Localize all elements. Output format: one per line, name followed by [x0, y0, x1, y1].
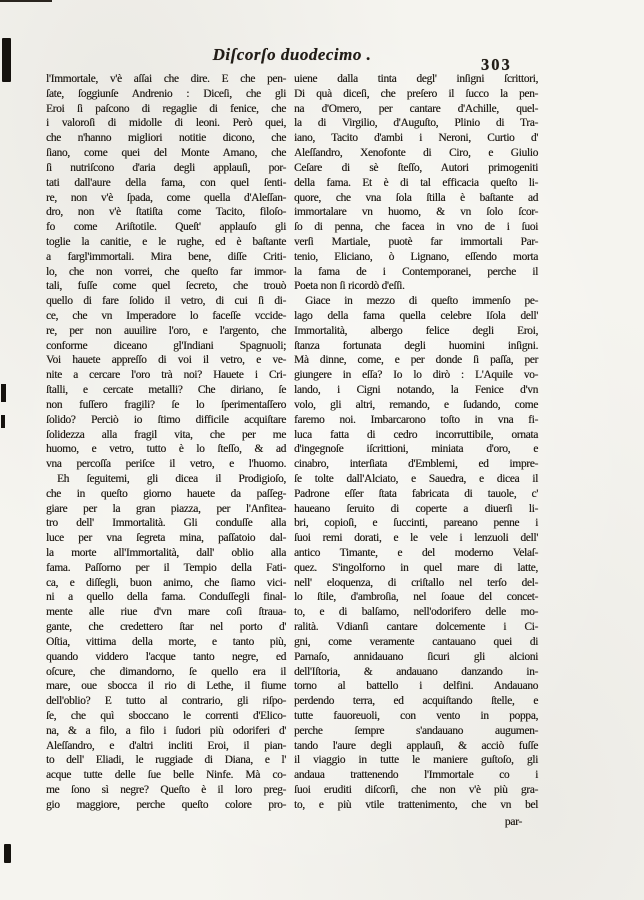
text-line: della fama. Et è di tal efficacia queſto li- — [294, 176, 538, 189]
text-line: tati dall'aure della fama, con quel ſenti- — [46, 176, 286, 189]
text-line: ce, che vn Imperadore lo faceſſe vccide- — [46, 310, 286, 322]
text-line: tenio, Eliciano, ò Lignano, eſſendo morta — [294, 250, 538, 263]
catchword-row — [294, 813, 538, 829]
text-line: mare, oue sbocca il rio di Lethe, il fiume — [46, 680, 286, 693]
text-line: ſtalli, e cercate metalli? Che diriano, ſe — [46, 384, 286, 397]
text-line: nite a cercare l'oro trà noi? Hauete i Cri- — [46, 369, 286, 382]
text-line: ni a quello della fama. Conduſſegli final- — [46, 591, 286, 604]
text-line: haueano ſeruito di coperte a diuerſi li- — [294, 502, 538, 515]
text-line: lago della fama quella celebre Iſola dell' — [294, 310, 538, 322]
text-line: fo come Ariſtotile. Queſt' applauſo gli — [46, 221, 286, 234]
text-line: tro dell' Immortalità. Gli conduſſe alla — [46, 517, 286, 530]
text-line: ſtanza fortunata degli huomini inſigni. — [294, 339, 538, 352]
text-line: tando l'aure degli applauſi, & acciò fuſſe — [294, 739, 538, 752]
text-line: Ceſare di sè ſteſſo, Autori primogeniti — [294, 161, 538, 174]
running-head-title: Diſcorſo duodecimo . — [212, 45, 372, 64]
text-line: Aleſſandro, e d'altri incliti Eroi, il pian- — [46, 739, 286, 752]
text-line: ſo di penna, che facea in vno de i ſuoi — [294, 221, 538, 234]
text-line: fama. Paſſorno per il Tempio della Fati- — [46, 561, 286, 574]
text-line: cinabro, interſiata d'Emblemi, ed impre- — [294, 458, 538, 471]
text-line: Immortalità, albergo felice degli Eroi, — [294, 324, 538, 337]
text-line: Mà dinne, come, e per donde ſi paſſa, per — [294, 354, 538, 367]
text-line: la di Virgilio, d'Auguſto, Plinio di Tra- — [294, 117, 538, 130]
text-line: antico Timante, e del moderno Velaſ- — [294, 547, 538, 559]
text-line: to, e di balſamo, nell'odorifero delle mo- — [294, 606, 538, 619]
text-line: dro, non v'è ſtatiſta come Tacito, filoſo- — [46, 206, 286, 219]
text-line: luce per vna ſegreta mina, paſſatoio dal- — [46, 532, 286, 545]
text-line: che in queſto giorno hauete da paſſeg- — [46, 487, 286, 500]
text-line: re, non v'è ſpada, come quella d'Aleſſan- — [46, 191, 286, 204]
text-line: to dell' Eliadi, le ruggiade di Diana, e l' — [46, 754, 286, 767]
text-line: immortalare vn huomo, & vn ſolo ſcor- — [294, 206, 538, 219]
scan-mark-top-left — [2, 38, 11, 82]
text-line: ca, e diſſegli, buon animo, che ſiamo vici- — [46, 576, 286, 589]
text-line: ſe, che quì sboccano le correnti d'Elico- — [46, 709, 286, 722]
text-line: tali, fuſſe come quel ſecreto, che trouò — [46, 280, 286, 293]
text-line: me ſono sì negre? Queſto è il loro preg- — [46, 784, 286, 796]
text-line: andaua trattenendo l'Immortale co i — [294, 769, 538, 782]
text-line: verſi Martiale, puotè far immortali Par- — [294, 235, 538, 248]
text-line: perche ſempre s'andauano augumen- — [294, 724, 538, 737]
text-line: che n'hanno migliori notitie dicono, che — [46, 132, 286, 145]
text-line: la fama de i Contemporanei, perche il — [294, 265, 538, 278]
text-line: gio maggiore, perche queſto colore pro- — [46, 798, 286, 811]
text-line: a fargl'immortali. Mira bene, diſſe Criti- — [46, 250, 286, 263]
text-line: tutte fauoreuoli, con vento in poppa, — [294, 709, 538, 722]
text-line: lando, i Cigni notando, la Fenice d'vn — [294, 384, 538, 397]
scan-mark-mid-left-1 — [1, 384, 6, 402]
scan-mark-bottom-left — [4, 844, 11, 863]
text-line: quello di fare ſolido il vetro, di cui ſi di- — [46, 295, 286, 308]
text-line: il viaggio in tutte le maniere guſtoſo, gli — [294, 754, 538, 767]
text-line: lo ſtile, d'ambroſia, nel ſoaue del concet- — [294, 591, 538, 604]
text-line: perdendo terra, ed acquiſtando ſtelle, e — [294, 695, 538, 708]
text-line: Oſtia, vittima della morte, e tanto più, — [46, 635, 286, 648]
text-line: nell' eloquenza, di criſtallo nel terſo del- — [294, 576, 538, 589]
right-column — [294, 72, 538, 813]
text-line: Eh ſeguitemi, gli dicea il Prodigioſo, — [57, 472, 286, 485]
text-line: ſe tolte dall'Alciato, e Sauedra, e dicea il — [294, 472, 538, 485]
text-line: volo, gli altri, remando, e ſudando, come — [294, 398, 538, 411]
text-line: iano, Tacito d'ambi i Neroni, Curtio d' — [294, 132, 538, 145]
text-line: ſuoi eruditi diſcorſi, che non v'è più gra- — [294, 784, 538, 796]
text-line: oſcure, che dimandorno, ſe quello era il — [46, 665, 286, 678]
text-line: Eroi ſi paſcono di regaglie di fenice, che — [46, 102, 286, 115]
text-line: quez. S'ingolforno in quel mare di latte, — [294, 561, 538, 574]
text-line: vna percoſſa periſce il vetro, e l'huomo. — [46, 458, 286, 471]
text-line: lo, che non vorrei, che queſto far immor- — [46, 265, 286, 278]
text-line: Poeta non ſi ricordò d'eſſi. — [294, 280, 405, 293]
text-line: acque tutte delle ſue belle Ninfe. Mà co- — [46, 769, 286, 782]
text-line: ſuoi remi dorati, e le vele i lenzuoli dell' — [294, 532, 538, 545]
text-line: na d'Omero, per cantare d'Achille, quel- — [294, 102, 538, 115]
text-line: giare per la gran piazza, per l'Anfitea- — [46, 502, 286, 515]
text-line: ſi nutriſcono d'aria degli applauſi, por- — [46, 161, 286, 174]
text-line: torno al battello i delfini. Andauano — [294, 680, 538, 693]
text-line: huomo, e vetro, tutto è lo ſteſſo, & ad — [46, 443, 286, 456]
text-line: mente alle riue d'vn mare coſì ſtraua- — [46, 606, 286, 619]
text-line: Aleſſandro, Xenofonte di Ciro, e Giulio — [294, 147, 538, 160]
text-line: dell'Iſtoria, & andauano danzando in- — [294, 665, 538, 678]
text-line: bri, copioſi, e ſuccinti, pareano penne i — [294, 517, 538, 530]
text-line: ſiano, come quei del Monte Amano, che — [46, 147, 286, 160]
text-line: faremo noi. Imbarcarono toſto in vna fi- — [294, 413, 538, 426]
text-line: gante, che credettero ſtar nel porto d' — [46, 621, 286, 634]
text-line: giungere in eſſa? Io lo dirò : L'Aquile vo- — [294, 369, 538, 382]
left-column — [46, 72, 286, 813]
text-line: quando viddero l'acque tanto negre, ed — [46, 650, 286, 663]
text-line: luca fatta di cedro incorruttibile, ornata — [294, 428, 538, 441]
text-line: la morte all'Immortalità, dall' oblio alla — [46, 547, 286, 559]
text-line: re, per non auuilire l'oro, e l'argento, che — [46, 324, 286, 337]
text-line: l'Immortale, v'è aſſai che dire. E che pen- — [46, 73, 286, 85]
text-line: i valoroſi di midolle di leoni. Però quei, — [46, 117, 286, 130]
text-line: quore, che vna ſola ſtilla è baſtante ad — [294, 191, 538, 204]
text-line: ſolidezza alla fragil vita, che per me — [46, 428, 286, 441]
text-line: Padrone eſſer ſtata fabricata di tauole, c' — [294, 487, 538, 500]
text-line: ſolido? Perciò io ſtimo difficile acquiſtare — [46, 413, 286, 426]
text-line: conforme diceano gl'Indiani Spagnuoli; — [46, 339, 286, 352]
text-line: Parnaſo, annidauano ſicuri gli alcioni — [294, 650, 538, 663]
text-line: ralità. Vdianſi cantare dolcemente i Ci- — [294, 621, 538, 634]
text-line: toglie la canitie, e le rughe, ed è baſtante — [46, 235, 286, 248]
scan-mark-mid-left-2 — [1, 415, 5, 428]
text-line: dell'oblio? E tutto al contrario, gli riſpo- — [46, 695, 286, 708]
text-line: Giace in mezzo di queſto immenſo pe- — [305, 295, 538, 308]
text-line: uiene dalla tinta degl' inſigni ſcrittori, — [294, 73, 538, 85]
text-line: Voi hauete appreſſo di voi il vetro, e ve- — [46, 354, 286, 367]
scan-rule-top-right — [0, 0, 52, 2]
text-line: na, & a filo, a filo i ſudori più odoriferi d' — [46, 724, 286, 737]
text-line: Di quà diceſi, che preſero il ſucco la pen- — [294, 87, 538, 100]
text-line: gni, come veramente cantauano quei di — [294, 635, 538, 648]
text-line: to, e più vtile trattenimento, che vn bel — [294, 798, 538, 811]
text-line: d'ingegnoſe iſcrittioni, miniata d'oro, e — [294, 443, 538, 456]
catchword: par- — [504, 815, 522, 828]
text-line: non fuſſero fragili? ſe lo ſperimentaſſero — [46, 398, 286, 411]
page-number: 303 — [481, 55, 512, 74]
text-line: ſate, ſoggiunſe Andrenio : Diceſi, che gli — [46, 87, 286, 100]
